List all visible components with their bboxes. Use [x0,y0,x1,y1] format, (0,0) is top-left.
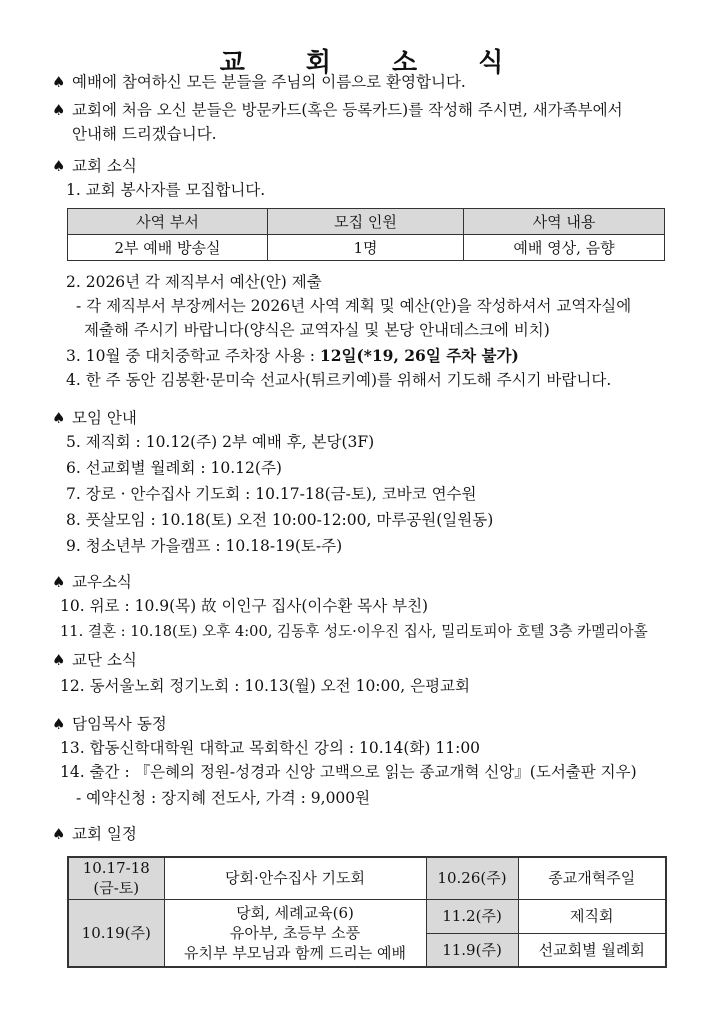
schedule-date: 11.2(주) [426,899,518,933]
parking-notice: 12일(*19, 26일 주차 불가) [319,346,519,365]
page-title: 교 회 소 식 [219,48,530,78]
schedule-date [68,857,164,899]
intro-line-1 [52,72,466,92]
schedule-event: 제직회 [518,899,666,933]
gathering-item-8: 8. 풋살모임 : 10.18(토) 오전 10:00-12:00, 마루공원(일원동) [66,511,494,529]
schedule-event: 종교개혁주일 [518,857,666,899]
spade-icon: ♠ [52,825,66,843]
schedule-table [67,856,667,968]
section-heading-pastor [52,714,167,734]
gathering-item-7: 7. 장로 · 안수집사 기도회 : 10.17-18(금-토), 코바코 연수원 [66,485,477,503]
gathering-item-9: 9. 청소년부 가을캠프 : 10.18-19(토-주) [66,537,343,555]
section-heading-gathering [52,408,137,428]
news-item-1: 1. 교회 봉사자를 모집합니다. [66,181,266,199]
section-title: 모임 안내 [72,409,137,427]
news-item-4: 4. 한 주 동안 김봉환·문미숙 선교사(튀르키예)를 위해서 기도해 주시기 바랍니다. [66,371,612,389]
table-header: 사역 내용 [464,209,665,235]
spade-icon: ♠ [52,573,66,591]
schedule-date: 10.19(주) [68,899,164,967]
schedule-event: 선교회별 월례회 [518,933,666,967]
news-item-2-detail-1: - 각 제직부서 부장께서는 2026년 사역 계획 및 예산(안)을 작성하셔서 교역자실에 [76,297,632,315]
schedule-date-line: (금-토) [93,879,140,898]
section-title: 교우소식 [72,573,132,591]
table-cell: 1명 [268,235,464,261]
spade-icon: ♠ [52,409,66,427]
news-item-3 [66,346,519,366]
table-header: 모집 인원 [268,209,464,235]
schedule-event-line: 당회, 세례교육(6) [236,903,354,922]
schedule-event-multi [164,899,426,967]
spade-icon: ♠ [52,157,66,175]
schedule-date: 10.26(주) [426,857,518,899]
section-heading-schedule [52,824,137,844]
section-heading-members [52,572,132,592]
section-heading-news [52,156,137,176]
news-item-2: 2. 2026년 각 제직부서 예산(안) 제출 [66,273,322,291]
spade-icon: ♠ [52,73,66,91]
schedule-event: 당회·안수집사 기도회 [164,857,426,899]
table-cell: 예배 영상, 음향 [464,235,665,261]
table-header: 사역 부서 [68,209,268,235]
schedule-date: 11.9(주) [426,933,518,967]
table-row [68,235,665,261]
spade-icon: ♠ [52,715,66,733]
pastor-item-14-detail: - 예약신청 : 장지혜 전도사, 가격 : 9,000원 [76,789,371,807]
pastor-item-13: 13. 합동신학대학원 대학교 목회학신 강의 : 10.14(화) 11:00 [60,739,481,757]
volunteer-table [67,208,665,261]
news-item-2-detail-2: 제출해 주시기 바랍니다(양식은 교역자실 및 본당 안내데스크에 비치) [84,321,550,339]
schedule-date-line: 10.17-18 [82,859,150,878]
section-title: 교단 소식 [72,651,137,669]
spade-icon: ♠ [52,101,66,119]
table-cell: 2부 예배 방송실 [68,235,268,261]
schedule-event-line: 유치부 부모님과 함께 드리는 예배 [184,943,406,962]
intro-line-2 [52,100,623,120]
news-item-3-text: 3. 10월 중 대치중학교 주차장 사용 : [66,347,320,365]
spade-icon: ♠ [52,651,66,669]
gathering-item-6: 6. 선교회별 월례회 : 10.12(주) [66,459,282,477]
denomination-item-12: 12. 동서울노회 정기노회 : 10.13(월) 오전 10:00, 은평교회 [60,677,470,695]
schedule-event-line: 유아부, 초등부 소풍 [229,923,361,942]
pastor-item-14: 14. 출간 : 『은혜의 정원-성경과 신앙 고백으로 읽는 종교개혁 신앙』(도서출판 지우) [60,763,637,781]
section-title: 교회 일정 [72,825,137,843]
intro-line-3 [72,124,217,144]
section-heading-denomination [52,650,137,670]
section-title: 교회 소식 [72,157,137,175]
intro-text: 안내해 드리겠습니다. [72,125,217,143]
intro-text: 교회에 처음 오신 분들은 방문카드(혹은 등록카드)를 작성해 주시면, 새가족부에서 [72,101,623,119]
intro-text: 예배에 참여하신 모든 분들을 주님의 이름으로 환영합니다. [72,73,466,91]
gathering-item-5: 5. 제직회 : 10.12(주) 2부 예배 후, 본당(3F) [66,433,375,451]
members-item-10: 10. 위로 : 10.9(목) 故 이인구 집사(이수환 목사 부친) [60,597,429,615]
section-title: 담임목사 동정 [72,715,167,733]
members-item-11: 11. 결혼 : 10.18(토) 오후 4:00, 김동후 성도·이우진 집사, 밀리토피아 호텔 3층 카멜리아홀 [60,623,648,640]
